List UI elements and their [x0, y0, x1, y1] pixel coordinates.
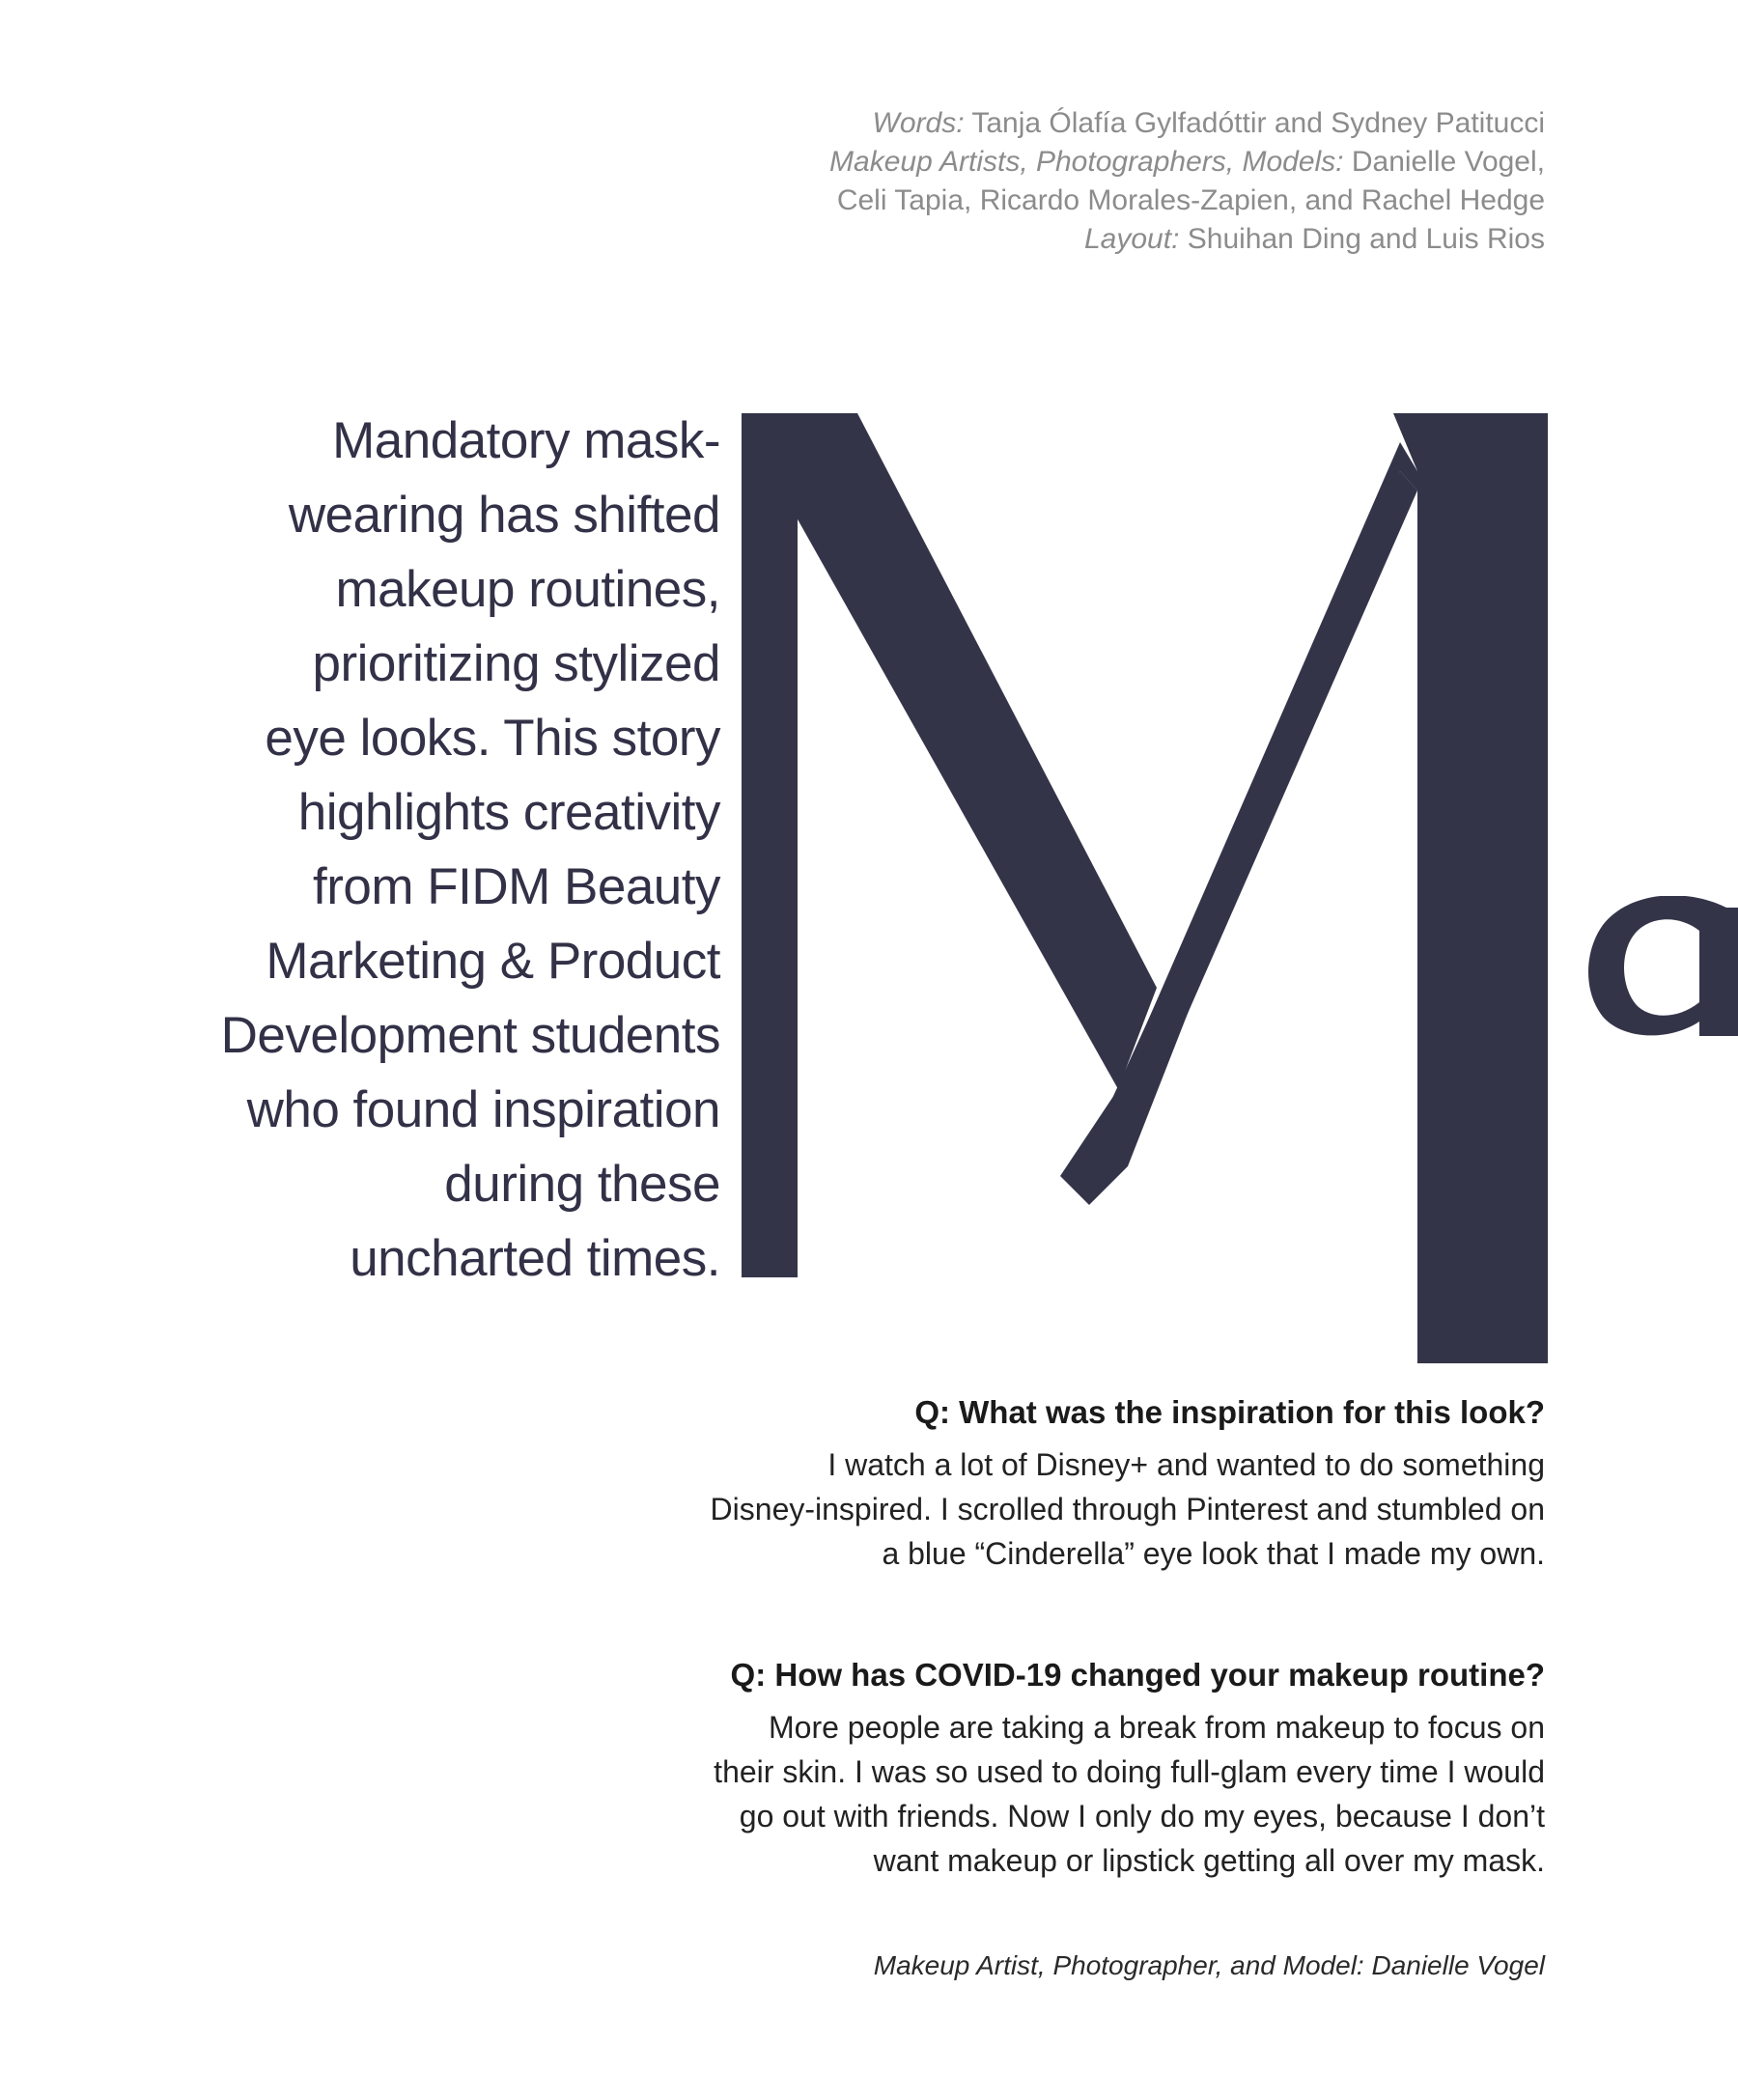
credit-role: Layout: [1084, 223, 1180, 255]
intro-line: eye looks. This story [265, 710, 720, 767]
intro-line: Mandatory mask- [332, 412, 720, 469]
credit-role: Makeup Artists, Photographers, Models: [829, 146, 1344, 178]
credit-line [676, 104, 1545, 143]
qa-section-covid [579, 1653, 1545, 1883]
credit-names: Danielle Vogel, [1343, 146, 1545, 178]
answer-line: I watch a lot of Disney+ and wanted to do something [827, 1447, 1545, 1482]
photo-credit: Makeup Artist, Photographer, and Model: Danielle Vogel [873, 1950, 1545, 1980]
intro-line: during these [444, 1156, 720, 1213]
intro-line: highlights creativity [297, 784, 720, 841]
answer-line: their skin. I was so used to doing full-glam every time I would [714, 1754, 1545, 1789]
intro-line: Marketing & Product [266, 933, 720, 990]
qa-section-inspiration [579, 1390, 1545, 1576]
question-heading: Q: What was the inspiration for this look? [914, 1394, 1545, 1430]
credit-names: Celi Tapia, Ricardo Morales-Zapien, and Rachel Hedge [836, 184, 1545, 216]
intro-line: prioritizing stylized [312, 635, 720, 692]
answer-text [579, 1705, 1545, 1883]
credit-line [676, 182, 1545, 220]
credit-role: Words: [872, 107, 965, 139]
answer-line: want makeup or lipstick getting all over my mask. [873, 1843, 1545, 1878]
intro-line: uncharted times. [350, 1230, 720, 1287]
intro-line: wearing has shifted [288, 487, 720, 544]
intro-line: makeup routines, [335, 561, 720, 618]
credit-names: Shuihan Ding and Luis Rios [1179, 223, 1545, 255]
answer-line: a blue “Cinderella” eye look that I made my own. [882, 1536, 1545, 1571]
decorative-partial-letter-a [1582, 896, 1738, 1039]
credit-line [676, 143, 1545, 182]
credits-block [676, 104, 1545, 259]
intro-line: from FIDM Beauty [313, 858, 720, 915]
credit-line [676, 220, 1545, 259]
credit-names: Tanja Ólafía Gylfadóttir and Sydney Patitucci [964, 107, 1545, 139]
answer-line: go out with friends. Now I only do my eyes, because I don’t [739, 1799, 1545, 1834]
answer-line: Disney-inspired. I scrolled through Pinterest and stumbled on [710, 1492, 1545, 1526]
answer-line: More people are taking a break from makeup to focus on [769, 1710, 1545, 1745]
intro-line: Development students [220, 1007, 720, 1064]
answer-text [579, 1442, 1545, 1576]
decorative-big-letter-m [742, 413, 1548, 1363]
intro-line: who found inspiration [246, 1081, 720, 1138]
intro-paragraph [97, 404, 720, 1296]
question-heading: Q: How has COVID-19 changed your makeup routine? [730, 1657, 1545, 1693]
